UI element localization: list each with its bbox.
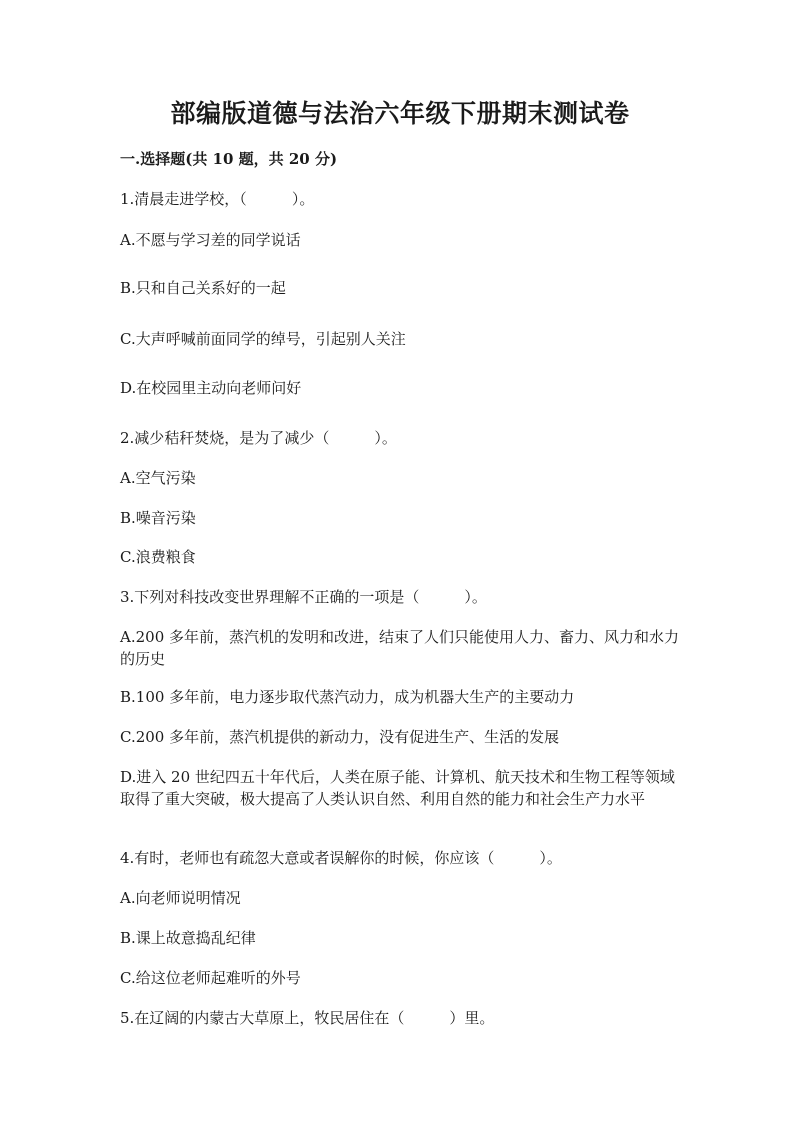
question-3-option-b: B.100 多年前，电力逐步取代蒸汽动力，成为机器大生产的主要动力 (120, 688, 575, 706)
question-3-option-c: C.200 多年前，蒸汽机提供的新动力，没有促进生产、生活的发展 (120, 728, 560, 746)
question-1-option-d: D.在校园里主动向老师问好 (120, 379, 302, 397)
question-3-option-a: A.200 多年前，蒸汽机的发明和改进，结束了人们只能使用人力、畜力、风力和水力的历史 (120, 628, 680, 668)
question-1-option-c: C.大声呼喊前面同学的绰号，引起别人关注 (120, 330, 406, 348)
exam-title: 部编版道德与法治六年级下册期末测试卷 (170, 99, 630, 128)
question-2-stem: 2.减少秸秆焚烧，是为了减少（ ）。 (120, 429, 397, 447)
question-1-stem: 1.清晨走进学校，（ ）。 (120, 190, 315, 208)
section-heading: 一.选择题(共 10 题，共 20 分) (120, 150, 338, 168)
question-2-option-b: B.噪音污染 (120, 509, 196, 527)
question-4-option-b: B.课上故意捣乱纪律 (120, 929, 256, 947)
question-3-stem: 3.下列对科技改变世界理解不正确的一项是（ ）。 (120, 588, 487, 606)
question-1-option-a: A.不愿与学习差的同学说话 (120, 231, 301, 249)
question-3-option-d: D.进入 20 世纪四五十年代后，人类在原子能、计算机、航天技术和生物工程等领域取得了重大突破，极大提高了人类认识自然、利用自然的能力和社会生产力水平 (120, 768, 675, 808)
question-2-option-c: C.浪费粮食 (120, 548, 196, 566)
question-4-option-a: A.向老师说明情况 (120, 889, 241, 907)
question-4-option-c: C.给这位老师起难听的外号 (120, 969, 301, 987)
question-2-option-a: A.空气污染 (120, 469, 196, 487)
question-4-stem: 4.有时，老师也有疏忽大意或者误解你的时候，你应该（ ）。 (120, 849, 562, 867)
question-5-stem: 5.在辽阔的内蒙古大草原上，牧民居住在（ ）里。 (120, 1009, 495, 1027)
question-1-option-b: B.只和自己关系好的一起 (120, 279, 286, 297)
